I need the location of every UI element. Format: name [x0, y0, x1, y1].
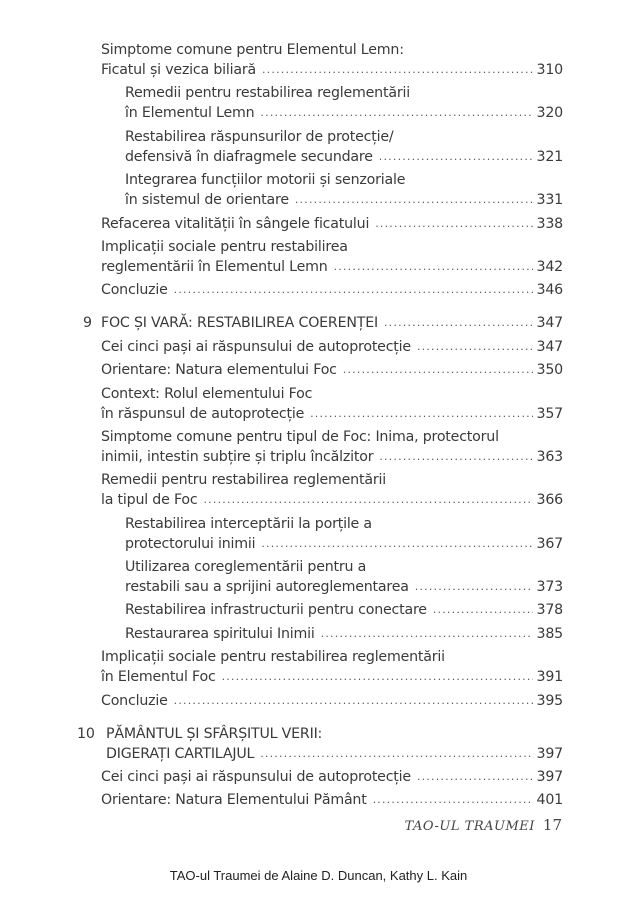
- toc-entry-line: [101, 490, 563, 510]
- toc-page-number: 397: [536, 745, 563, 762]
- toc-page-number: 342: [536, 258, 563, 275]
- toc-entry-line: [125, 534, 563, 554]
- toc-chapter[interactable]: [77, 724, 563, 764]
- toc-entry-title: în răspunsul de autoprotecție: [101, 405, 305, 422]
- toc-page-number: 347: [536, 315, 563, 332]
- toc-page-number: 373: [536, 579, 563, 596]
- toc-entry-title: Restabilirea răspunsurilor de protecție/: [125, 128, 394, 145]
- toc-page-number: 338: [536, 215, 563, 232]
- toc-entry-line: [125, 170, 563, 190]
- dot-leader: [260, 103, 532, 123]
- toc-entry[interactable]: [101, 83, 563, 123]
- toc-chapter[interactable]: [83, 313, 563, 333]
- dot-leader: [343, 360, 533, 380]
- toc-entry-title: în Elementul Lemn: [125, 105, 255, 122]
- dot-leader: [375, 214, 532, 234]
- toc-entry[interactable]: [101, 691, 563, 711]
- toc-entry-line: [125, 577, 563, 597]
- toc-entry-title: Implicații sociale pentru restabilirea: [101, 238, 348, 255]
- dot-leader: [222, 667, 533, 687]
- book-caption: TAO-ul Traumei de Alaine D. Duncan, Kathy L. Kain: [169, 868, 468, 883]
- dot-leader: [261, 534, 532, 554]
- dot-leader: [310, 404, 532, 424]
- toc-entry[interactable]: [101, 557, 563, 597]
- toc-entry-title: Orientare: Natura Elementului Pământ: [101, 792, 367, 809]
- dot-leader: [260, 744, 532, 764]
- toc-entry[interactable]: [101, 280, 563, 300]
- toc-entry-title: Simptome comune pentru tipul de Foc: Inima, protectorul: [101, 428, 499, 445]
- toc-entry-title: Refacerea vitalității în sângele ficatului: [101, 215, 370, 232]
- toc-page-number: 363: [536, 448, 563, 465]
- running-footer: [405, 816, 562, 834]
- toc-entry-line: [101, 237, 563, 257]
- toc-entry-line: [101, 447, 563, 467]
- toc-entry-title: Restabilirea infrastructurii pentru conectare: [125, 602, 427, 619]
- dot-leader: [295, 190, 533, 210]
- toc-entry-line: [101, 214, 563, 234]
- toc-entry[interactable]: [101, 237, 563, 277]
- toc-entry-title: la tipul de Foc: [101, 492, 198, 509]
- toc-page-number: 395: [536, 692, 563, 709]
- toc-entry-line: [125, 127, 563, 147]
- toc-entry-title: Concluzie: [101, 692, 168, 709]
- toc-entry-line: [101, 790, 563, 810]
- toc-entry[interactable]: [101, 647, 563, 687]
- dot-leader: [203, 490, 532, 510]
- toc-page-number: 350: [536, 362, 563, 379]
- toc-page-number: 346: [536, 282, 563, 299]
- toc-entry-line: [101, 280, 563, 300]
- toc-entry-line: [125, 147, 563, 167]
- toc-entry-title: Cei cinci pași ai răspunsului de autoprotecție: [101, 338, 411, 355]
- dot-leader: [433, 600, 533, 620]
- toc-entry-line: [101, 337, 563, 357]
- toc-entry-title: FOC ȘI VARĂ: RESTABILIREA COERENȚEI: [101, 315, 378, 332]
- toc-entry-line: [125, 190, 563, 210]
- dot-leader: [262, 60, 533, 80]
- toc-entry-line: [101, 404, 563, 424]
- toc-page-number: 321: [536, 148, 563, 165]
- toc-entry-title: defensivă în diafragmele secundare: [125, 148, 373, 165]
- toc-page-number: 401: [536, 792, 563, 809]
- toc-page-number: 397: [536, 769, 563, 786]
- toc-entry[interactable]: [101, 127, 563, 167]
- toc-entry-line: [125, 600, 563, 620]
- toc-entry-line: [101, 360, 563, 380]
- toc-entry[interactable]: [101, 470, 563, 510]
- toc-entry-line: [101, 257, 563, 277]
- toc-entry-line: [101, 427, 563, 447]
- toc-entry-title: PĂMÂNTUL ȘI SFÂRȘITUL VERII:: [106, 725, 323, 742]
- toc-entry-line: [101, 313, 563, 333]
- toc-entry-title: Cei cinci pași ai răspunsului de autoprotecție: [101, 769, 411, 786]
- toc-entry-line: [125, 514, 563, 534]
- toc-page-number: 347: [536, 338, 563, 355]
- toc-entry-line: [101, 647, 563, 667]
- toc-page-number: 367: [536, 535, 563, 552]
- toc-entry-line: [101, 691, 563, 711]
- toc-entry-title: Implicații sociale pentru restabilirea reglementării: [101, 649, 445, 666]
- toc-entry-title: în sistemul de orientare: [125, 192, 289, 209]
- toc-entry[interactable]: [101, 214, 563, 234]
- toc-entry[interactable]: [101, 767, 563, 787]
- toc-entry-title: în Elementul Foc: [101, 669, 216, 686]
- toc-entry-title: reglementării în Elementul Lemn: [101, 258, 328, 275]
- toc-page-number: 331: [536, 192, 563, 209]
- toc-entry[interactable]: [101, 337, 563, 357]
- dot-leader: [174, 691, 533, 711]
- toc-entry-title: Integrarea funcțiilor motorii și senzoriale: [125, 172, 406, 189]
- toc-entry[interactable]: [101, 360, 563, 380]
- toc-entry-line: [106, 724, 563, 744]
- toc-entry-line: [125, 103, 563, 123]
- toc-entry-title: Restaurarea spiritului Inimii: [125, 625, 315, 642]
- toc-entry[interactable]: [101, 600, 563, 620]
- toc-page-number: 357: [536, 405, 563, 422]
- toc-page-number: 366: [536, 492, 563, 509]
- table-of-contents: [77, 40, 563, 810]
- toc-entry-title: Remedii pentru restabilirea reglementării: [125, 85, 410, 102]
- toc-entry[interactable]: [101, 624, 563, 644]
- toc-entry-line: [101, 60, 563, 80]
- toc-page-number: 378: [536, 602, 563, 619]
- toc-entry-title: DIGERAȚI CARTILAJUL: [106, 745, 255, 762]
- dot-leader: [417, 337, 533, 357]
- toc-entry[interactable]: [101, 514, 563, 554]
- dot-leader: [379, 147, 533, 167]
- toc-entry-title: Orientare: Natura elementului Foc: [101, 362, 337, 379]
- toc-entry-line: [101, 767, 563, 787]
- toc-entry-title: Context: Rolul elementului Foc: [101, 385, 313, 402]
- toc-entry-line: [106, 744, 563, 764]
- dot-leader: [384, 313, 533, 333]
- toc-entry-title: Simptome comune pentru Elementul Lemn:: [101, 42, 404, 58]
- toc-entry-line: [101, 40, 563, 60]
- toc-entry-title: Concluzie: [101, 282, 168, 299]
- page-number: 17: [542, 816, 562, 834]
- toc-entry-line: [125, 557, 563, 577]
- toc-page-number: 320: [536, 105, 563, 122]
- toc-entry-title: Ficatul și vezica biliară: [101, 62, 256, 78]
- toc-page-number: 391: [536, 669, 563, 686]
- toc-entry-line: [101, 384, 563, 404]
- toc-entry-title: Utilizarea coreglementării pentru a: [125, 559, 367, 576]
- toc-entry[interactable]: [101, 40, 563, 80]
- toc-entry-title: Restabilirea interceptării la porțile a: [125, 515, 372, 532]
- toc-entry-line: [125, 83, 563, 103]
- toc-entry-line: [101, 667, 563, 687]
- toc-page-number: 385: [536, 625, 563, 642]
- toc-entry[interactable]: [101, 427, 563, 467]
- running-title: TAO-UL TRAUMEI: [404, 819, 535, 834]
- chapter-number: 9: [83, 315, 92, 332]
- chapter-number: 10: [77, 725, 95, 742]
- dot-leader: [379, 447, 532, 467]
- dot-leader: [415, 577, 533, 597]
- dot-leader: [417, 767, 533, 787]
- toc-entry-title: inimii, intestin subțire și triplu încălzitor: [101, 448, 374, 465]
- toc-entry-title: Remedii pentru restabilirea reglementării: [101, 472, 386, 489]
- toc-entry-title: restabili sau a sprijini autoreglementarea: [125, 579, 409, 596]
- dot-leader: [373, 790, 533, 810]
- dot-leader: [334, 257, 533, 277]
- toc-entry-line: [101, 470, 563, 490]
- toc-entry-line: [125, 624, 563, 644]
- toc-page-number: 310: [536, 62, 563, 78]
- dot-leader: [321, 624, 533, 644]
- toc-entry[interactable]: [101, 790, 563, 810]
- toc-entry-title: protectorului inimii: [125, 535, 256, 552]
- dot-leader: [174, 280, 533, 300]
- toc-entry[interactable]: [101, 384, 563, 424]
- toc-entry[interactable]: [101, 170, 563, 210]
